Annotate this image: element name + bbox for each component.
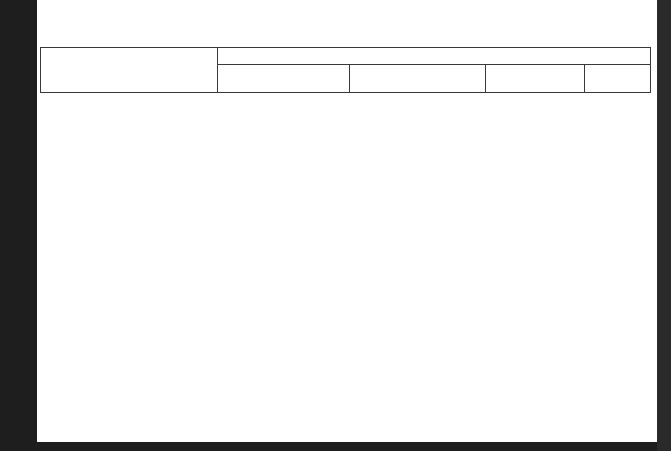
blasting-reference-table [40, 47, 651, 93]
document-page [37, 0, 657, 442]
column-header [585, 65, 651, 93]
column-header [218, 65, 350, 93]
column-header [350, 65, 486, 93]
group-header-cell [218, 48, 651, 65]
window-edge [657, 0, 671, 451]
param-header-cell [41, 48, 218, 93]
column-header [486, 65, 585, 93]
